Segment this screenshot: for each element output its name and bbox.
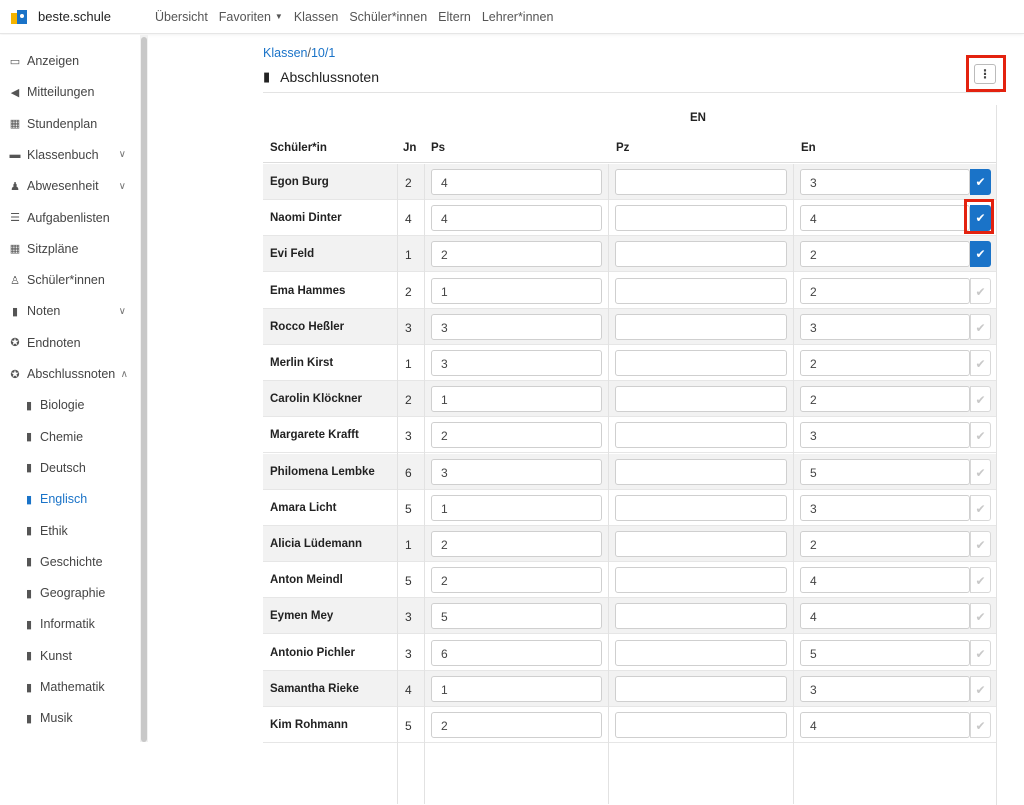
pz-input[interactable] (615, 603, 787, 629)
student-name: Carolin Klöckner (270, 393, 363, 406)
sidebar-item-noten[interactable] (0, 299, 140, 323)
en-input[interactable]: 5 (800, 640, 970, 666)
check-icon: ✔ (975, 429, 986, 444)
column-divider (424, 164, 425, 804)
ps-input[interactable]: 4 (431, 169, 602, 195)
grid-icon: ▦ (9, 243, 21, 256)
check-icon: ✔ (975, 646, 986, 661)
highlight-box (966, 55, 1006, 92)
grade-icon: ▮ (25, 587, 33, 600)
student-name: Samantha Rieke (270, 682, 359, 695)
sidebar-item-label: Geschichte (40, 554, 103, 569)
pz-input[interactable] (615, 205, 787, 231)
table-row (263, 417, 996, 453)
en-input[interactable]: 2 (800, 531, 970, 557)
check-icon: ✔ (975, 357, 986, 371)
subject-header: EN (690, 112, 706, 124)
ps-input[interactable]: 2 (431, 422, 602, 448)
ps-input[interactable]: 1 (431, 495, 602, 521)
confirm-check-button[interactable] (970, 241, 991, 267)
sidebar-item-klassenbuch[interactable] (0, 143, 140, 167)
ps-input[interactable]: 3 (431, 350, 602, 376)
sidebar-item-deutsch[interactable] (0, 456, 140, 480)
en-input[interactable]: 3 (800, 676, 970, 702)
grade-icon: ▮ (25, 681, 33, 694)
confirm-check-button[interactable] (970, 422, 991, 448)
student-name: Evi Feld (270, 248, 315, 261)
sidebar-item-label: Endnoten (27, 335, 81, 350)
header-student: Schüler*in (270, 142, 327, 154)
jn-value: 2 (405, 284, 412, 299)
ps-input[interactable]: 4 (431, 205, 602, 231)
sidebar-item-label: Deutsch (40, 460, 86, 475)
check-icon: ✔ (975, 465, 986, 480)
pz-input[interactable] (615, 640, 787, 666)
sidebar-item-ethik[interactable] (0, 519, 140, 543)
logo-icon (11, 10, 31, 24)
jn-value: 4 (405, 682, 412, 697)
person-icon: ♙ (10, 274, 20, 287)
ps-input[interactable]: 5 (431, 603, 602, 629)
ps-input[interactable]: 3 (431, 314, 602, 340)
header-pz: Pz (616, 142, 630, 154)
table-row (263, 671, 996, 707)
confirm-check-button[interactable] (970, 676, 991, 702)
confirm-check-button[interactable] (970, 603, 991, 629)
grade-icon: ▮ (25, 462, 33, 475)
jn-value: 1 (405, 357, 412, 371)
confirm-check-button[interactable] (970, 459, 991, 485)
scrollbar-thumb[interactable] (141, 37, 147, 742)
column-divider (608, 164, 609, 804)
grade-icon: ▮ (25, 493, 33, 506)
jn-value: 6 (405, 465, 412, 480)
sidebar-item-label: Informatik (40, 617, 95, 632)
en-input[interactable]: 2 (800, 241, 970, 267)
header-ps: Ps (431, 142, 446, 154)
sidebar-item-label: Chemie (40, 429, 84, 444)
en-input[interactable]: 4 (800, 712, 970, 738)
ps-input[interactable]: 3 (431, 459, 602, 485)
en-input[interactable]: 2 (800, 386, 970, 412)
student-name: Alicia Lüdemann (270, 538, 363, 550)
table-row (263, 707, 996, 743)
jn-value: 3 (405, 429, 412, 444)
sidebar-item-label: Geographie (40, 586, 106, 601)
sidebar-item-label: Englisch (40, 492, 88, 507)
table-row (263, 200, 996, 236)
divider (263, 92, 1000, 93)
jn-value: 1 (405, 248, 412, 263)
en-input[interactable]: 3 (800, 314, 970, 340)
nav-klassen[interactable]: Klassen (293, 9, 339, 24)
grade-icon: ▮ (25, 712, 33, 725)
main-nav (155, 10, 564, 24)
book-icon: ▬ (9, 148, 21, 161)
ps-input[interactable]: 2 (431, 567, 602, 593)
calendar-icon: ▦ (9, 118, 21, 131)
sidebar-item-label: Sitzpläne (27, 241, 79, 256)
confirm-check-button[interactable] (970, 640, 991, 666)
sidebar-item-mathematik[interactable] (0, 675, 140, 699)
table-row (263, 562, 996, 598)
check-icon: ✔ (975, 175, 986, 189)
check-icon: ✔ (975, 719, 986, 733)
sidebar-item-label: Musik (40, 711, 73, 726)
brand-name: beste.schule (38, 9, 111, 24)
column-divider (793, 164, 794, 804)
student-name: Anton Meindl (270, 574, 343, 587)
ps-input[interactable]: 6 (431, 640, 602, 666)
sidebar-item-label: Biologie (40, 398, 85, 413)
sidebar-item-musik[interactable] (0, 706, 140, 730)
confirm-check-button[interactable] (970, 386, 991, 412)
brand[interactable] (11, 9, 155, 24)
jn-value: 5 (405, 574, 412, 589)
megaphone-icon: ◀ (10, 86, 20, 99)
highlight-box (964, 199, 994, 234)
check-icon: ✔ (975, 393, 986, 408)
sidebar-item-aufgabenlisten[interactable] (0, 206, 140, 230)
student-name: Merlin Kirst (270, 357, 334, 369)
table-row (263, 598, 996, 634)
nav-schueler[interactable]: Schüler*innen (349, 9, 428, 24)
student-name: Naomi Dinter (270, 212, 342, 225)
sidebar-item-label: Anzeigen (27, 54, 80, 68)
ps-input[interactable]: 2 (431, 712, 602, 738)
pz-input[interactable] (615, 712, 787, 738)
sidebar-item-chemie[interactable] (0, 425, 140, 449)
sidebar-item-label: Mitteilungen (27, 85, 95, 100)
grade-icon: ▮ (11, 305, 19, 318)
confirm-check-button[interactable] (970, 350, 991, 376)
table-row (263, 454, 996, 490)
sidebar-item-geschichte[interactable] (0, 550, 140, 574)
en-input[interactable]: 3 (800, 169, 970, 195)
award-icon: ✪ (10, 368, 20, 381)
ps-input[interactable]: 1 (431, 278, 602, 304)
page-title-text: Abschlussnoten (280, 69, 379, 85)
pz-input[interactable] (615, 495, 787, 521)
display-icon: ▭ (9, 55, 21, 68)
breadcrumb-klassen[interactable]: Klassen (263, 46, 308, 60)
student-name: Eymen Mey (270, 610, 334, 623)
pz-input[interactable] (615, 241, 787, 267)
ps-input[interactable]: 1 (431, 386, 602, 412)
jn-value: 5 (405, 501, 412, 516)
pz-input[interactable] (615, 314, 787, 340)
table-row (263, 345, 996, 381)
sidebar-item-label: Aufgabenlisten (27, 210, 110, 225)
confirm-check-button[interactable] (970, 278, 991, 304)
check-icon: ✔ (975, 284, 986, 299)
pz-input[interactable] (615, 350, 787, 376)
jn-value: 5 (405, 719, 412, 733)
jn-value: 3 (405, 610, 412, 625)
table-row (263, 635, 996, 671)
chevron-down-icon[interactable]: ∨ (118, 305, 126, 317)
pz-input[interactable] (615, 422, 787, 448)
student-name: Ema Hammes (270, 284, 346, 297)
jn-value: 3 (405, 646, 412, 661)
confirm-check-button[interactable] (970, 314, 991, 340)
en-input[interactable]: 4 (800, 603, 970, 629)
header-divider (263, 162, 996, 163)
check-icon: ✔ (975, 682, 986, 697)
table-row (263, 526, 996, 562)
caret-down-icon: ▼ (274, 11, 283, 21)
ps-input[interactable]: 2 (431, 531, 602, 557)
student-name: Margarete Krafft (270, 429, 359, 442)
sidebar (0, 35, 140, 742)
breadcrumb-sep: / (307, 46, 311, 60)
sidebar-item-label: Abwesenheit (27, 179, 99, 194)
en-input[interactable]: 2 (800, 350, 970, 376)
en-input[interactable]: 4 (800, 567, 970, 593)
en-input[interactable]: 3 (800, 422, 970, 448)
breadcrumb-class[interactable]: 10/1 (310, 46, 336, 60)
student-name: Kim Rohmann (270, 719, 348, 731)
confirm-check-button[interactable] (970, 169, 991, 195)
confirm-check-button[interactable] (970, 495, 991, 521)
student-name: Antonio Pichler (270, 646, 355, 659)
sidebar-item-abwesenheit[interactable] (0, 174, 140, 198)
nav-eltern[interactable]: Eltern (438, 9, 471, 24)
top-navbar (0, 0, 1024, 34)
check-icon: ✔ (975, 211, 986, 226)
sidebar-item-kunst[interactable] (0, 644, 140, 668)
check-icon: ✔ (975, 501, 986, 516)
confirm-check-button[interactable] (970, 531, 991, 557)
grade-icon: ▮ (25, 431, 33, 444)
column-divider (996, 105, 997, 805)
chevron-up-icon[interactable]: ∧ (120, 368, 128, 380)
list-icon: ☰ (10, 212, 20, 224)
nav-favoriten-label: Favoriten (218, 9, 271, 24)
student-name: Philomena Lembke (270, 465, 375, 478)
ps-input[interactable]: 2 (431, 241, 602, 267)
sidebar-item-mitteilungen[interactable] (0, 80, 140, 104)
pz-input[interactable] (615, 531, 787, 557)
table-row (263, 381, 996, 417)
sidebar-item-endnoten[interactable] (0, 331, 140, 355)
table-row (263, 164, 996, 200)
check-icon: ✔ (975, 610, 986, 625)
table-row (263, 273, 996, 309)
check-icon: ✔ (975, 538, 986, 552)
grade-icon: ▮ (25, 650, 33, 663)
sidebar-item-label: Kunst (40, 648, 72, 663)
sidebar-item-label: Ethik (40, 523, 68, 538)
en-input[interactable]: 5 (800, 459, 970, 485)
sidebar-item-biologie[interactable] (0, 393, 140, 417)
sidebar-item-label: Schüler*innen (27, 273, 105, 288)
pz-input[interactable] (615, 169, 787, 195)
sidebar-item-sitzpläne[interactable] (0, 237, 140, 261)
sidebar-item-stundenplan[interactable] (0, 112, 140, 136)
nav-uebersicht[interactable]: Übersicht (155, 9, 208, 24)
sidebar-item-geographie[interactable] (0, 581, 140, 605)
pz-input[interactable] (615, 676, 787, 702)
grade-icon: ▮ (25, 399, 33, 412)
student-name: Egon Burg (270, 176, 329, 188)
header-jn: Jn (403, 142, 417, 154)
breadcrumb (263, 46, 335, 60)
pz-input[interactable] (615, 567, 787, 593)
column-divider (397, 164, 398, 804)
chevron-down-icon[interactable]: ∨ (118, 180, 126, 192)
sidebar-item-label: Klassenbuch (27, 147, 99, 162)
sidebar-item-informatik[interactable] (0, 612, 140, 636)
sidebar-item-schülerinnen[interactable] (0, 268, 140, 292)
check-icon: ✔ (975, 320, 986, 335)
grade-icon: ▮ (25, 618, 33, 631)
student-name: Amara Licht (270, 501, 337, 514)
grade-icon: ▮ (25, 556, 33, 569)
check-icon: ✔ (975, 247, 986, 262)
pz-input[interactable] (615, 386, 787, 412)
en-input[interactable]: 2 (800, 278, 970, 304)
nav-lehrer[interactable]: Lehrer*innen (481, 9, 554, 24)
jn-value: 3 (405, 320, 412, 335)
pz-input[interactable] (615, 278, 787, 304)
sidebar-item-label: Noten (27, 304, 61, 319)
more-menu-button[interactable]: ⋮ (974, 64, 996, 84)
ps-input[interactable]: 1 (431, 676, 602, 702)
pz-input[interactable] (615, 459, 787, 485)
jn-value: 2 (405, 393, 412, 408)
grade-icon: ▮ (263, 69, 271, 84)
table-row (263, 236, 996, 272)
student-name: Rocco Heßler (270, 320, 345, 333)
sidebar-item-label: Mathematik (40, 680, 105, 694)
sidebar-item-abschlussnoten[interactable] (0, 362, 140, 386)
grade-icon: ▮ (25, 525, 33, 537)
chevron-down-icon[interactable]: ∨ (118, 149, 126, 161)
page-title (263, 69, 379, 85)
en-input[interactable]: 3 (800, 495, 970, 521)
sidebar-item-anzeigen[interactable] (0, 49, 140, 73)
sidebar-item-englisch[interactable] (0, 487, 140, 511)
table-row (263, 490, 996, 526)
jn-value: 2 (405, 176, 412, 190)
check-icon: ✔ (975, 574, 986, 589)
sidebar-item-label: Abschlussnoten (27, 367, 116, 381)
award-icon: ✪ (10, 337, 20, 350)
confirm-check-button[interactable] (970, 712, 991, 738)
header-en: En (801, 142, 816, 154)
sidebar-item-label: Stundenplan (27, 116, 98, 131)
confirm-check-button[interactable] (970, 567, 991, 593)
nav-favoriten[interactable] (219, 10, 283, 24)
sidebar-scrollbar[interactable] (140, 35, 148, 742)
user-check-icon: ♟ (10, 180, 20, 193)
jn-value: 1 (405, 538, 412, 552)
en-input[interactable]: 4 (800, 205, 970, 231)
table-row (263, 309, 996, 345)
jn-value: 4 (405, 212, 412, 227)
